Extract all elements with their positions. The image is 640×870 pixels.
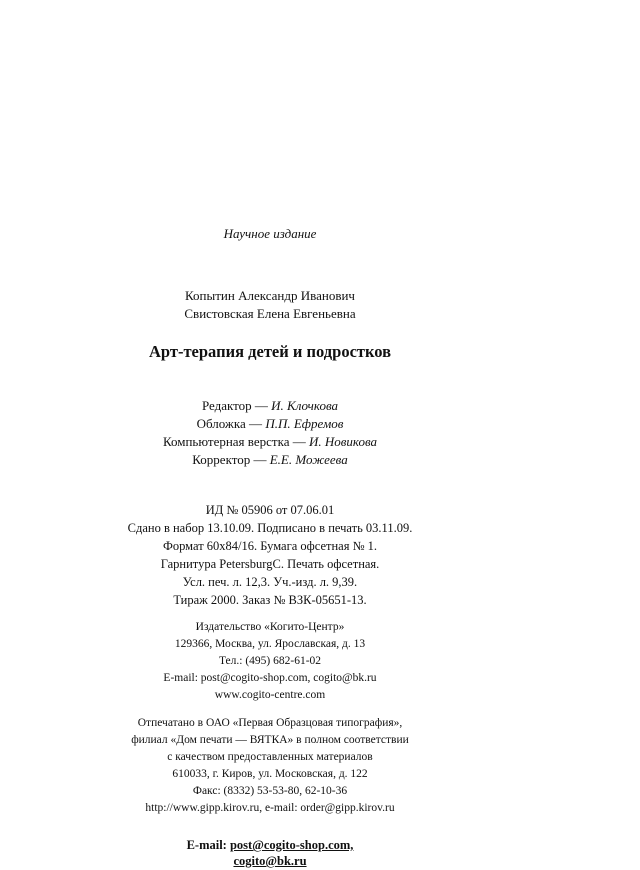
credit-role: Компьютерная верстка — xyxy=(162,434,309,449)
credit-person: И. Клочкова xyxy=(271,398,339,413)
imprint-line: Формат 60х84/16. Бумага офсетная № 1. xyxy=(162,539,378,553)
credit-cover xyxy=(0,416,540,432)
printer-line: 610033, г. Киров, ул. Московская, д. 122 xyxy=(172,768,368,780)
edition-type: Научное издание xyxy=(223,226,317,241)
printer-line: Отпечатано в ОАО «Первая Образцовая типография», xyxy=(137,717,403,729)
publisher-line: www.cogito-centre.com xyxy=(214,689,326,701)
book-title: Арт-терапия детей и подростков xyxy=(148,342,392,361)
credit-layout xyxy=(0,434,540,450)
imprint-line: ИД № 05906 от 07.06.01 xyxy=(205,503,335,517)
footer-email-label: E-mail: xyxy=(186,838,230,852)
imprint-line: Гарнитура PetersburgC. Печать офсетная. xyxy=(160,557,380,571)
email-link[interactable]: cogito@bk.ru xyxy=(233,854,307,868)
credit-role: Обложка — xyxy=(196,416,266,431)
publisher-line: E-mail: post@cogito-shop.com, cogito@bk.ru xyxy=(163,672,377,684)
imprint-line: Усл. печ. л. 12,3. Уч.-изд. л. 9,39. xyxy=(182,575,358,589)
credit-editor xyxy=(0,398,540,414)
publisher-line: Тел.: (495) 682-61-02 xyxy=(218,655,322,667)
author-1: Копытин Александр Иванович xyxy=(185,288,355,303)
printer-line: филиал «Дом печати — ВЯТКА» в полном соответствии xyxy=(131,734,409,746)
credit-role: Корректор — xyxy=(192,452,270,467)
imprint-line: Тираж 2000. Заказ № ВЗК-05651-13. xyxy=(173,593,367,607)
credit-role: Редактор — xyxy=(201,398,272,413)
printer-line: http://www.gipp.kirov.ru, e-mail: order@gipp.kirov.ru xyxy=(145,802,395,814)
publisher-line: Издательство «Когито-Центр» xyxy=(195,621,345,633)
footer-email-line xyxy=(0,838,540,853)
printer-line: с качеством предоставленных материалов xyxy=(167,751,373,763)
printer-line: Факс: (8332) 53-53-80, 62-10-36 xyxy=(192,785,348,797)
email-link[interactable]: post@cogito-shop.com, xyxy=(229,838,354,852)
publisher-line: 129366, Москва, ул. Ярославская, д. 13 xyxy=(174,638,366,650)
imprint-line: Сдано в набор 13.10.09. Подписано в печать 03.11.09. xyxy=(127,521,413,535)
credit-person: И. Новикова xyxy=(308,434,378,449)
footer-email-line-2 xyxy=(0,854,540,869)
author-2: Свистовская Елена Евгеньевна xyxy=(184,306,356,321)
credit-proofreader xyxy=(0,452,540,468)
credit-person: Е.Е. Можеева xyxy=(269,452,348,467)
credit-person: П.П. Ефремов xyxy=(265,416,344,431)
